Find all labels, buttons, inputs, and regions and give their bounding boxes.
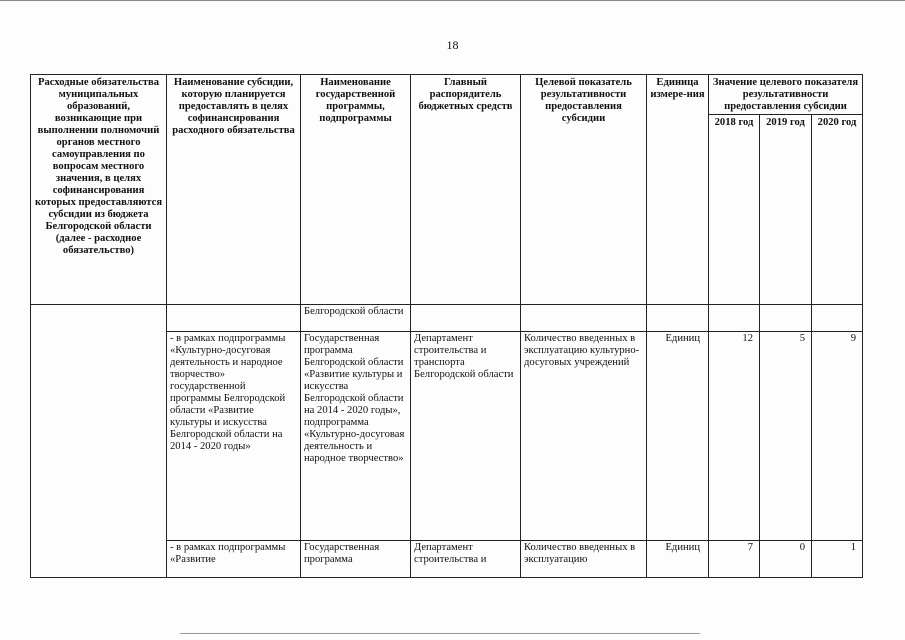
- header-unit: Единица измере-ния: [647, 75, 709, 305]
- cell-value-2019: 5: [760, 332, 812, 541]
- header-year-2020: 2020 год: [812, 115, 863, 305]
- cell-unit: Единиц: [647, 541, 709, 578]
- header-year-2019: 2019 год: [760, 115, 812, 305]
- cell-administrator: [411, 305, 521, 332]
- header-year-2018: 2018 год: [709, 115, 760, 305]
- cell-program: Белгородской области: [301, 305, 411, 332]
- table-row: [31, 305, 863, 332]
- cell-subsidy: - в рамках подпрограммы «Развитие: [167, 541, 301, 578]
- cell-program: Государственная программа: [301, 541, 411, 578]
- cell-value-2018: 12: [709, 332, 760, 541]
- cell-value-2019: 0: [760, 541, 812, 578]
- page-number: 18: [446, 38, 459, 52]
- cell-indicator: Количество введенных в эксплуатацию: [521, 541, 647, 578]
- header-program-name: Наименование государственной программы, подпрограммы: [301, 75, 411, 305]
- cell-administrator: Департамент строительства и: [411, 541, 521, 578]
- cell-value-2020: [812, 305, 863, 332]
- header-subsidy-name: Наименование субсидии, которую планируется предоставлять в целях софинансирования расходного обязательства: [167, 75, 301, 305]
- cell-unit: Единиц: [647, 332, 709, 541]
- cell-value-2020: 9: [812, 332, 863, 541]
- cell-value-2018: 7: [709, 541, 760, 578]
- scan-edge-top: [0, 0, 905, 5]
- cell-value-2020: 1: [812, 541, 863, 578]
- header-chief-administrator: Главный распорядитель бюджетных средств: [411, 75, 521, 305]
- subsidy-table: [30, 74, 863, 578]
- cell-value-2018: [709, 305, 760, 332]
- header-obligations: Расходные обязательства муниципальных образований, возникающие при выполнении полномочий органов местного самоуправления по вопросам местного значения, в целях софинансирования которых предоставляются субсидии из бюджета Белгородской области (далее - расходное обязательство): [31, 75, 167, 305]
- cell-obligation: [31, 305, 167, 578]
- header-target-indicator: Целевой показатель результативности предоставления субсидии: [521, 75, 647, 305]
- scan-edge-bottom: [180, 633, 700, 634]
- cell-program: Государственная программа Белгородской области «Развитие культуры и искусства Белгородской области на 2014 - 2020 годы», подпрограмма «Культурно-досуговая деятельность и народное творчество»: [301, 332, 411, 541]
- cell-indicator: [521, 305, 647, 332]
- cell-administrator: Департамент строительства и транспорта Белгородской области: [411, 332, 521, 541]
- header-target-value: Значение целевого показателя результативности предоставления субсидии: [709, 75, 863, 115]
- cell-value-2019: [760, 305, 812, 332]
- cell-indicator: Количество введенных в эксплуатацию культурно-досуговых учреждений: [521, 332, 647, 541]
- cell-unit: [647, 305, 709, 332]
- cell-subsidy: - в рамках подпрограммы «Культурно-досуговая деятельность и народное творчество» государственной программы Белгородской области «Развитие культуры и искусства Белгородской области на 2014 - 2020 годы»: [167, 332, 301, 541]
- cell-subsidy: [167, 305, 301, 332]
- header-row: [31, 75, 863, 115]
